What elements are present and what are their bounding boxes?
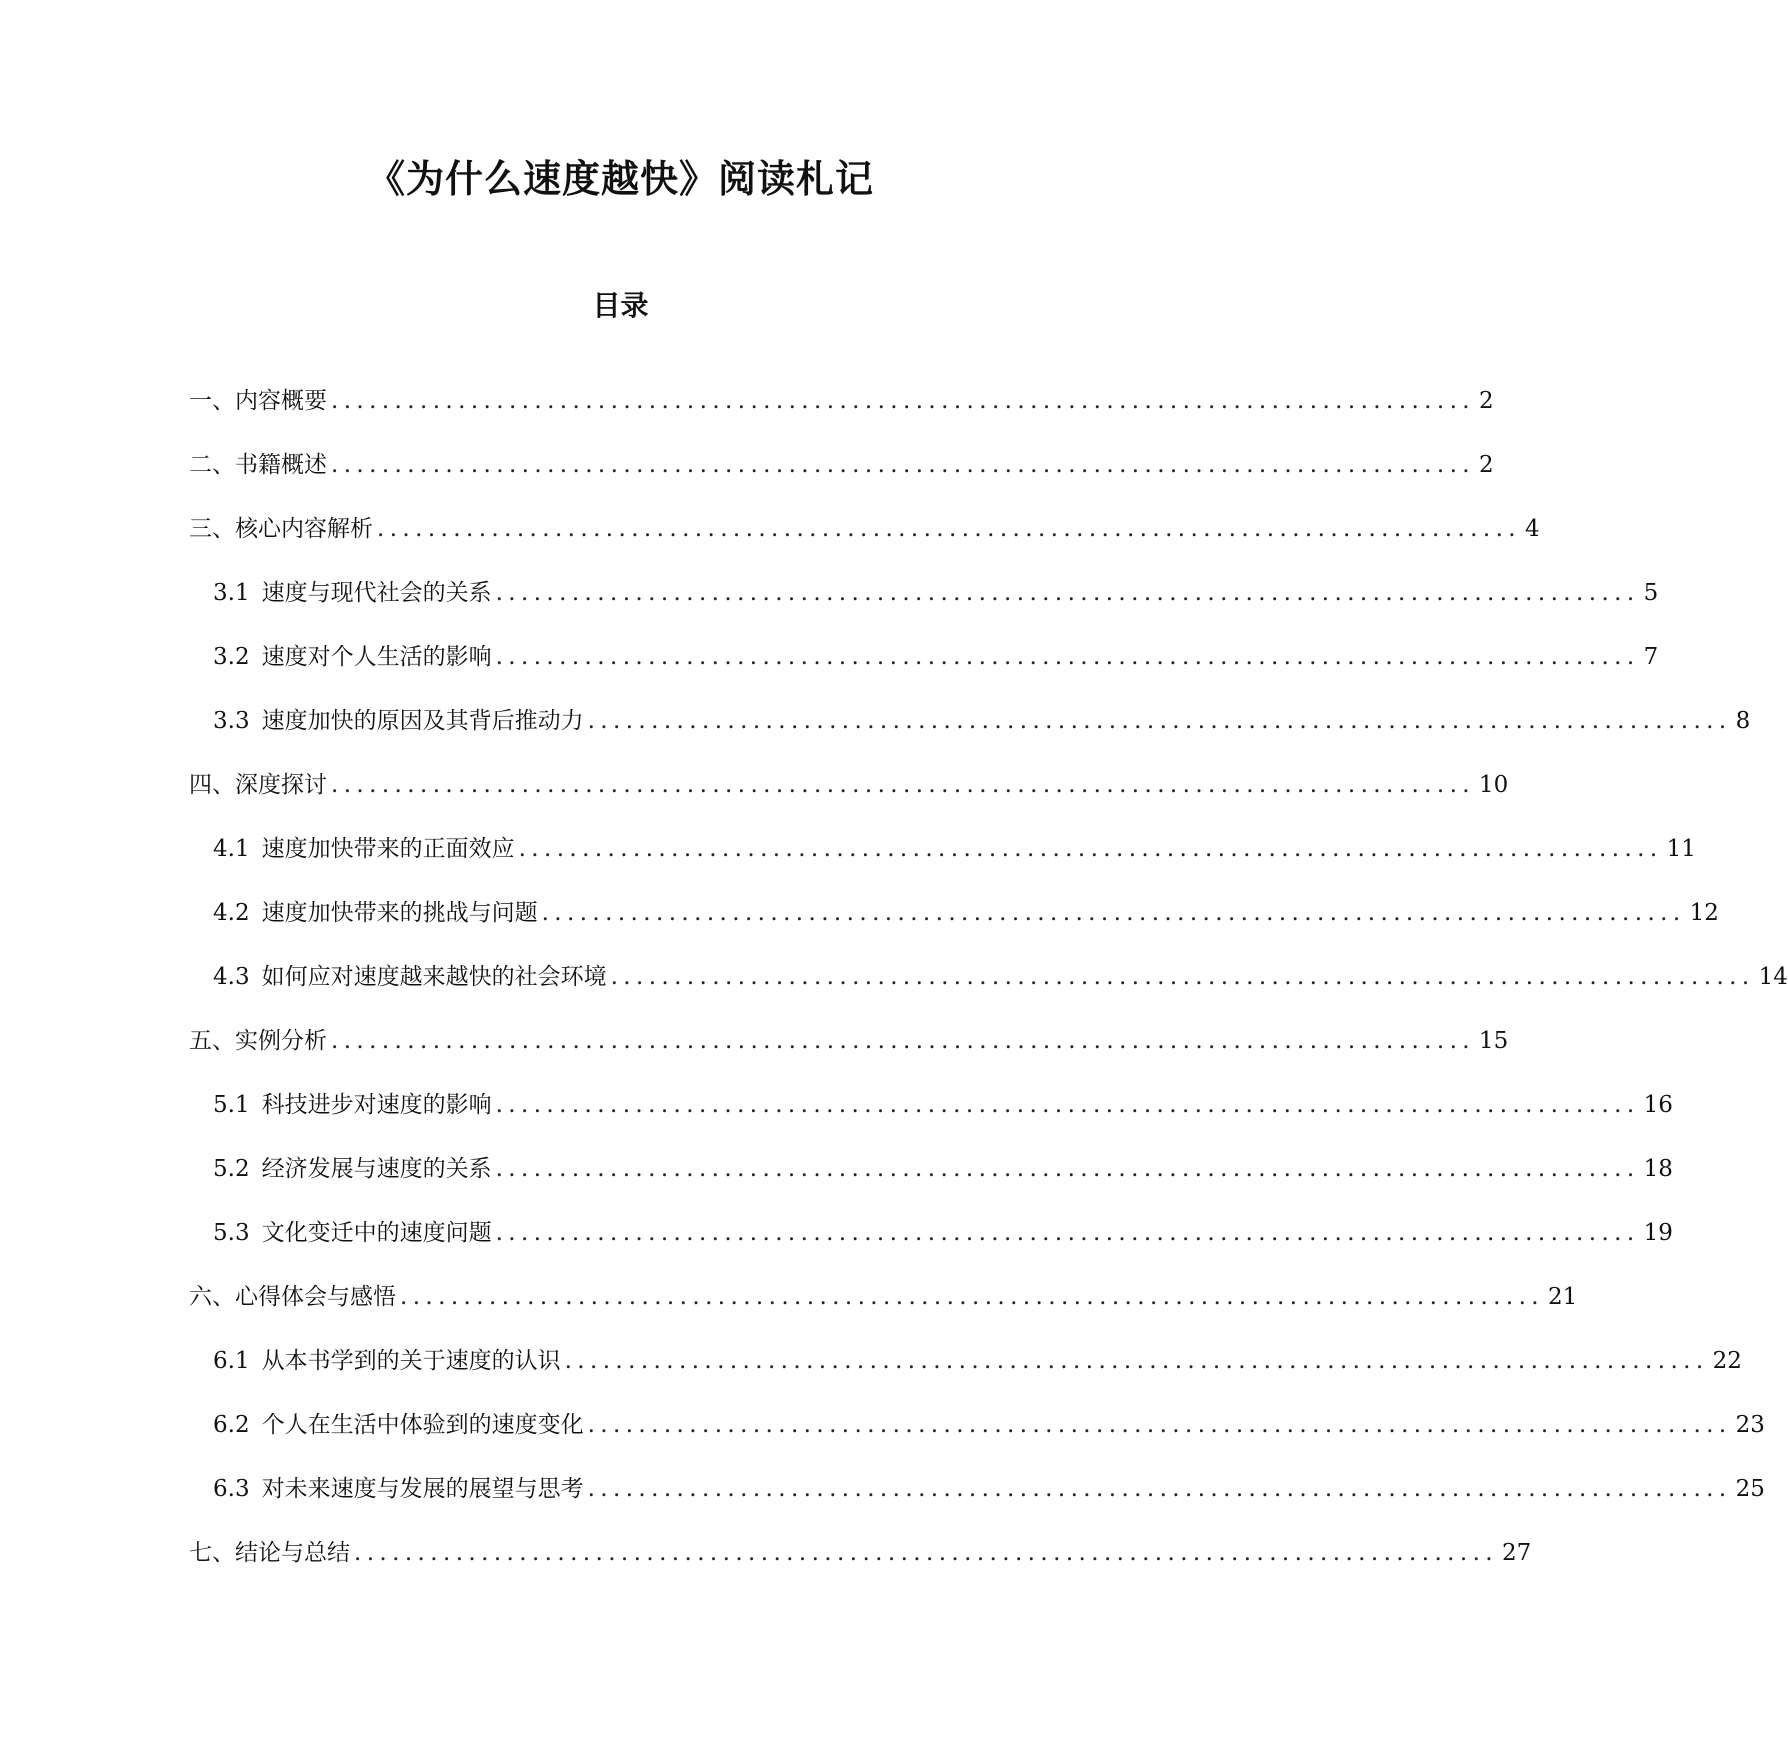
toc-page-number: 22	[1712, 1348, 1742, 1374]
toc-entry-2[interactable]	[189, 448, 1494, 482]
toc-entry-1[interactable]	[189, 384, 1494, 418]
toc-entry-label: 科技进步对速度的影响	[261, 1092, 492, 1118]
toc-entry-label: 速度加快带来的正面效应	[261, 836, 515, 862]
toc-page-number: 25	[1735, 1476, 1765, 1502]
toc-section-number: 4.1	[213, 836, 250, 862]
toc-page-number: 27	[1502, 1540, 1532, 1566]
toc-dot-leader: ..........................................................................................	[495, 1092, 1640, 1118]
toc-entry-label: 速度对个人生活的影响	[261, 644, 492, 670]
toc-page-number: 5	[1643, 580, 1659, 606]
toc-entry-5-1[interactable]	[213, 1088, 1673, 1122]
toc-entry-4-1[interactable]	[213, 832, 1696, 866]
toc-page-number: 7	[1643, 644, 1659, 670]
toc-dot-leader: ..........................................................................................	[331, 1028, 1475, 1054]
toc-entry-label: 七、结论与总结	[189, 1540, 350, 1566]
toc-page-number: 23	[1735, 1412, 1765, 1438]
toc-dot-leader: ..........................................................................................	[354, 1540, 1498, 1566]
toc-page-number: 18	[1643, 1156, 1673, 1182]
toc-dot-leader: ..........................................................................................	[495, 580, 1640, 606]
toc-entry-label: 一、内容概要	[189, 388, 327, 414]
toc-page-number: 2	[1479, 452, 1494, 478]
toc-entry-3[interactable]	[189, 512, 1540, 546]
toc-section-number: 3.3	[213, 708, 250, 734]
toc-dot-leader: ..........................................................................................	[495, 1156, 1640, 1182]
toc-entry-6-1[interactable]	[213, 1344, 1742, 1378]
toc-entry-label: 文化变迁中的速度问题	[261, 1220, 492, 1246]
toc-dot-leader: ..........................................................................................	[495, 1220, 1640, 1246]
toc-page-number: 11	[1666, 836, 1696, 862]
toc-page-number: 14	[1758, 964, 1788, 990]
toc-entry-label: 对未来速度与发展的展望与思考	[261, 1476, 584, 1502]
toc-entry-6-2[interactable]	[213, 1408, 1765, 1442]
toc-section-number: 4.3	[213, 964, 250, 990]
toc-entry-3-3[interactable]	[213, 704, 1751, 738]
toc-entry-label: 二、书籍概述	[189, 452, 327, 478]
toc-dot-leader: ..........................................................................................	[331, 452, 1475, 478]
toc-dot-leader: ..........................................................................................	[377, 516, 1521, 542]
toc-dot-leader: ..........................................................................................	[518, 836, 1663, 862]
toc-page-number: 21	[1548, 1284, 1578, 1310]
toc-dot-leader: ..........................................................................................	[564, 1348, 1709, 1374]
toc-dot-leader: ..........................................................................................	[610, 964, 1755, 990]
document-title: 《为什么速度越快》阅读札记	[366, 157, 874, 201]
toc-entry-4-3[interactable]	[213, 960, 1788, 994]
toc-section-number: 3.1	[213, 580, 250, 606]
toc-entry-6[interactable]	[189, 1280, 1578, 1314]
toc-section-number: 6.2	[213, 1412, 250, 1438]
toc-section-number: 3.2	[213, 644, 250, 670]
toc-section-number: 5.1	[213, 1092, 250, 1118]
toc-heading: 目录	[592, 289, 649, 322]
toc-section-number: 5.2	[213, 1156, 250, 1182]
toc-entry-label: 三、核心内容解析	[189, 516, 373, 542]
toc-entry-label: 从本书学到的关于速度的认识	[261, 1348, 561, 1374]
toc-page-number: 19	[1643, 1220, 1673, 1246]
toc-page-number: 16	[1643, 1092, 1673, 1118]
toc-entry-label: 个人在生活中体验到的速度变化	[261, 1412, 584, 1438]
toc-entry-label: 五、实例分析	[189, 1028, 327, 1054]
toc-dot-leader: ..........................................................................................	[495, 644, 1640, 670]
toc-page-number: 8	[1735, 708, 1751, 734]
toc-entry-4[interactable]	[189, 768, 1509, 802]
toc-dot-leader: ..........................................................................................	[331, 772, 1475, 798]
toc-dot-leader: ..........................................................................................	[541, 900, 1686, 926]
toc-dot-leader: ..........................................................................................	[587, 1476, 1732, 1502]
toc-entry-5-2[interactable]	[213, 1152, 1673, 1186]
toc-dot-leader: ..........................................................................................	[587, 708, 1732, 734]
toc-entry-3-2[interactable]	[213, 640, 1659, 674]
toc-dot-leader: ..........................................................................................	[400, 1284, 1544, 1310]
toc-section-number: 5.3	[213, 1220, 250, 1246]
toc-section-number: 6.3	[213, 1476, 250, 1502]
toc-page-number: 2	[1479, 388, 1494, 414]
toc-section-number: 6.1	[213, 1348, 250, 1374]
toc-entry-7[interactable]	[189, 1536, 1532, 1570]
toc-entry-label: 速度加快的原因及其背后推动力	[261, 708, 584, 734]
toc-page-number: 15	[1479, 1028, 1509, 1054]
toc-dot-leader: ..........................................................................................	[331, 388, 1475, 414]
toc-entry-3-1[interactable]	[213, 576, 1659, 610]
toc-page-number: 10	[1479, 772, 1509, 798]
toc-entry-5[interactable]	[189, 1024, 1509, 1058]
toc-dot-leader: ..........................................................................................	[587, 1412, 1732, 1438]
toc-entry-label: 速度与现代社会的关系	[261, 580, 492, 606]
toc-page-number: 4	[1525, 516, 1540, 542]
toc-entry-label: 六、心得体会与感悟	[189, 1284, 396, 1310]
toc-section-number: 4.2	[213, 900, 250, 926]
toc-entry-label: 四、深度探讨	[189, 772, 327, 798]
toc-entry-label: 如何应对速度越来越快的社会环境	[261, 964, 607, 990]
toc-entry-5-3[interactable]	[213, 1216, 1673, 1250]
toc-entry-label: 速度加快带来的挑战与问题	[261, 900, 538, 926]
toc-entry-label: 经济发展与速度的关系	[261, 1156, 492, 1182]
toc-page-number: 12	[1689, 900, 1719, 926]
toc-entry-4-2[interactable]	[213, 896, 1719, 930]
toc-entry-6-3[interactable]	[213, 1472, 1765, 1506]
